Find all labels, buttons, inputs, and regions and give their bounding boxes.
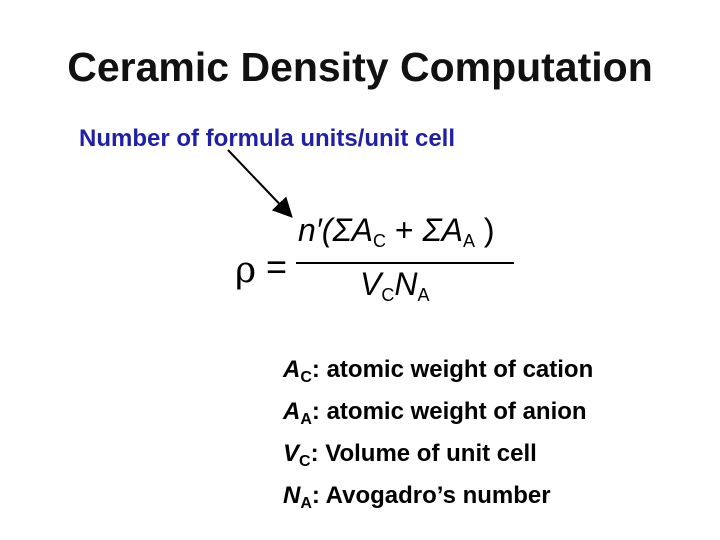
legend-symbol: A [283,356,301,383]
legend-symbol: A [283,398,301,425]
legend-subscript: C [299,453,311,470]
sum-aa: ΣA [422,212,463,248]
fraction-bar [296,262,514,264]
equals-sign: = [266,246,288,287]
legend-text: : atomic weight of anion [311,398,587,425]
formula-denominator [360,266,429,306]
n-symbol: N [394,266,418,302]
sub-a: A [462,231,475,251]
legend-symbol: N [283,482,301,509]
slide-title: Ceramic Density Computation [67,44,653,90]
density-formula [230,212,530,312]
sub-c: C [372,231,386,251]
close-paren: ) [475,212,495,248]
legend-subscript: C [300,369,312,386]
formula-numerator [298,212,495,252]
n-prime: n′( [298,212,333,248]
subtitle-label: Number of formula units/unit cell [79,125,456,152]
plus-sign: + [385,212,423,248]
v-symbol: V [360,266,382,302]
legend-text: : Volume of unit cell [310,440,537,467]
legend-text: : atomic weight of cation [311,356,594,383]
sum-ac: ΣA [332,212,373,248]
legend-subscript: A [300,411,312,428]
legend-symbol: V [283,440,300,467]
n-sub-a: A [417,285,430,305]
legend-text: : Avogadro’s number [311,482,551,509]
legend-row-na [283,479,593,521]
variable-legend [283,353,593,521]
legend-row-vc [283,437,593,479]
rho-symbol: ρ [235,250,257,291]
legend-row-ac [283,353,593,395]
legend-subscript: A [300,495,312,512]
legend-row-aa [283,395,593,437]
v-sub-c: C [381,285,395,305]
